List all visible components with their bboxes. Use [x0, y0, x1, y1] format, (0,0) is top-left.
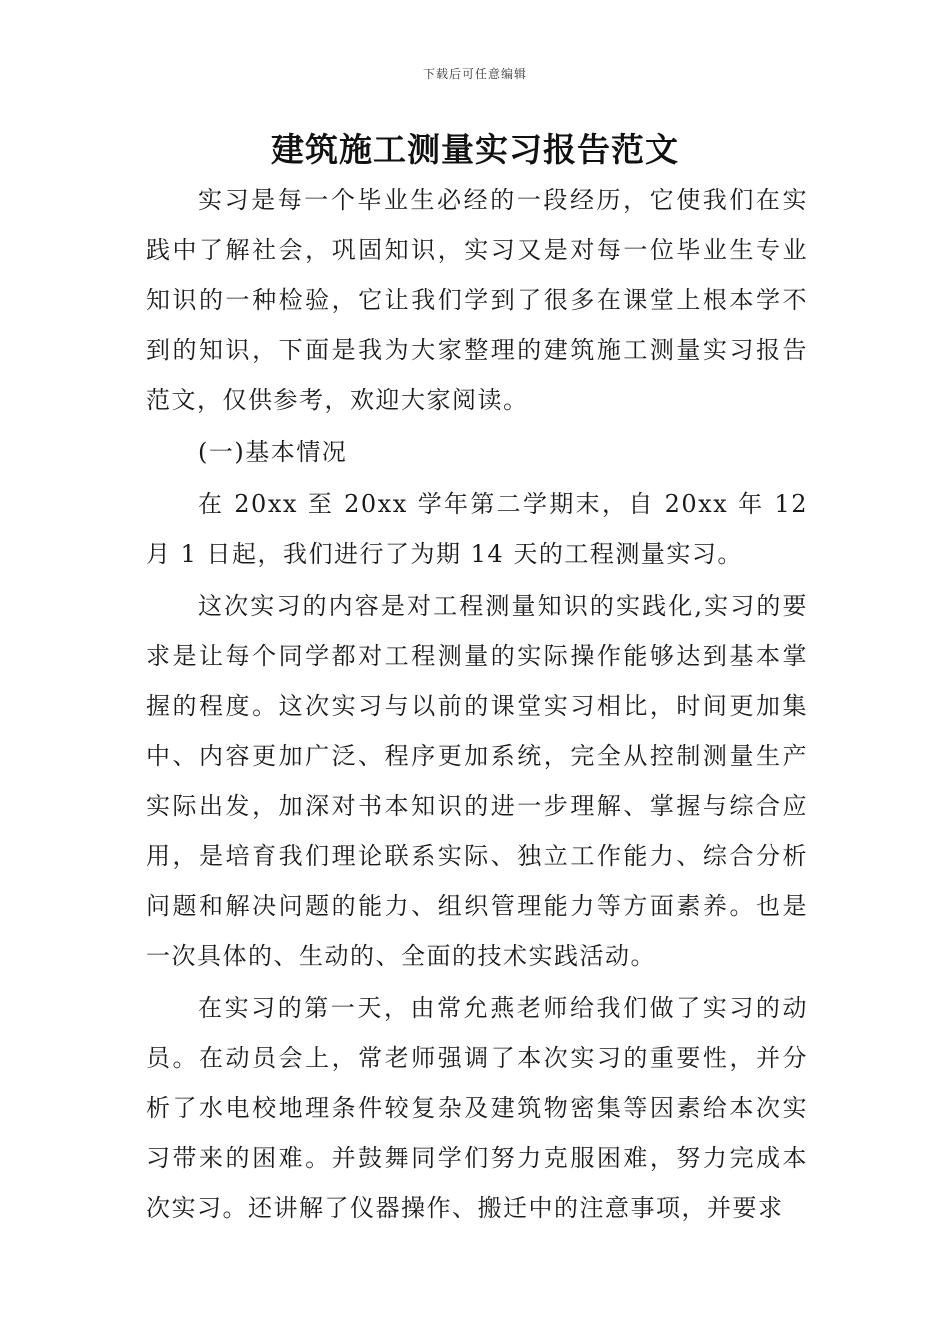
document-body [146, 175, 808, 1233]
paragraph-basic-info: 在 20xx 至 20xx 学年第二学期末，自 20xx 年 12 月 1 日起，我们进行了为期 14 天的工程测量实习。 [146, 490, 808, 568]
document-title: 建筑施工测量实习报告范文 [271, 130, 679, 169]
paragraph-content: 这次实习的内容是对工程测量知识的实践化,实习的要求是让每个同学都对工程测量的实际操作能够达到基本掌握的程度。这次实习与以前的课堂实习相比，时间更加集中、内容更加广泛、程序更加系统，完全从控制测量生产实际出发，加深对书本知识的进一步理解、掌握与综合应用，是培育我们理论联系实际、独立工作能力、综合分析问题和解决问题的能力、组织管理能力等方面素养。也是一次具体的、生动的、全面的技术实践活动。 [146, 592, 808, 970]
paragraph-intro: 实习是每一个毕业生必经的一段经历，它使我们在实践中了解社会，巩固知识，实习又是对每一位毕业生专业知识的一种检验，它让我们学到了很多在课堂上根本学不到的知识，下面是我为大家整理的建筑施工测量实习报告范文，仅供参考，欢迎大家阅读。 [146, 186, 808, 414]
header-note: 下载后可任意编辑 [422, 67, 527, 81]
paragraph-first-day: 在实习的第一天，由常允燕老师给我们做了实习的动员。在动员会上，常老师强调了本次实习的重要性，并分析了水电校地理条件较复杂及建筑物密集等因素给本次实习带来的困难。并鼓舞同学们努力克服困难，努力完成本次实习。还讲解了仪器操作、搬迁中的注意事项，并要求 [146, 994, 808, 1222]
section-heading: (一)基本情况 [198, 438, 348, 466]
